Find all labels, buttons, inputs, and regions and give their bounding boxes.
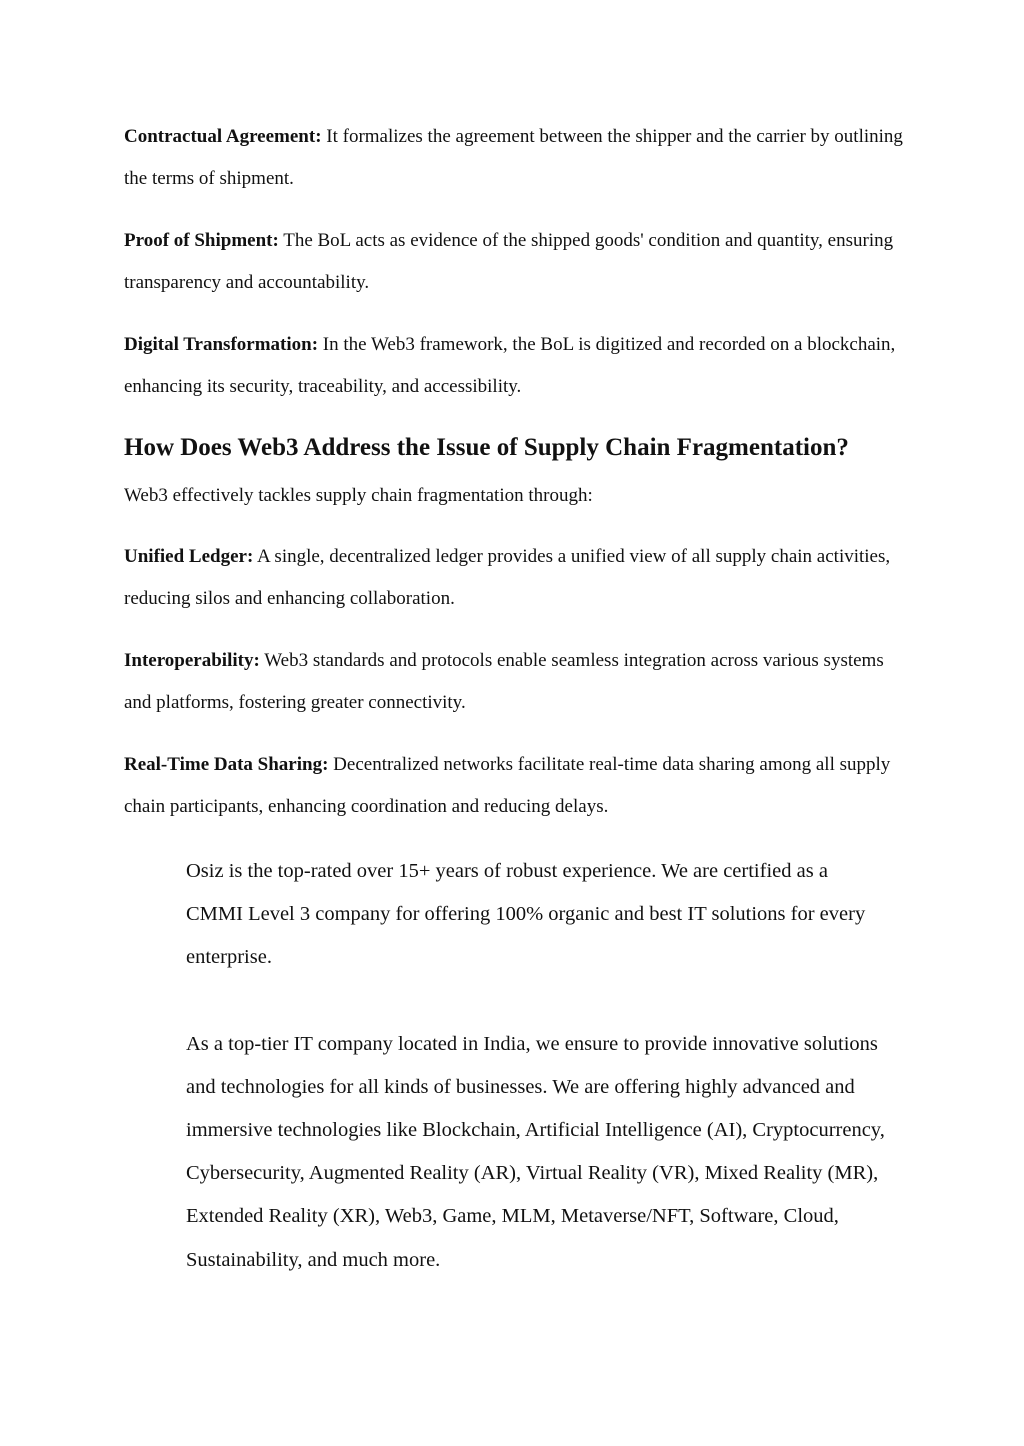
section-heading: How Does Web3 Address the Issue of Supply Chain Fragmentation?: [124, 434, 849, 461]
term-label: Proof of Shipment:: [124, 230, 279, 251]
section-intro: Web3 effectively tackles supply chain fragmentation through:: [124, 485, 593, 506]
company-info-block: [186, 850, 886, 1282]
term-label: Real-Time Data Sharing:: [124, 754, 329, 775]
term-description: Web3 standards and protocols enable seamless integration across various systems and platforms, fostering greater connectivity.: [124, 650, 884, 713]
term-label: Unified Ledger:: [124, 546, 254, 567]
term-description: It formalizes the agreement between the shipper and the carrier by outlining the terms of shipment.: [124, 126, 903, 189]
company-intro-paragraph: Osiz is the top-rated over 15+ years of robust experience. We are certified as a CMMI Level 3 company for offering 100% organic and best IT solutions for every enterprise.: [186, 860, 866, 969]
term-description: The BoL acts as evidence of the shipped goods' condition and quantity, ensuring transparency and accountability.: [124, 230, 894, 293]
term-description: In the Web3 framework, the BoL is digitized and recorded on a blockchain, enhancing its security, traceability, and accessibility.: [124, 334, 896, 397]
definition-interoperability: [124, 640, 914, 723]
definition-proof-of-shipment: [124, 220, 914, 303]
definition-unified-ledger: [124, 536, 914, 619]
definition-digital-transformation: [124, 324, 914, 407]
term-description: Decentralized networks facilitate real-time data sharing among all supply chain participants, enhancing coordination and reducing delays.: [124, 754, 891, 817]
company-services-paragraph: As a top-tier IT company located in India, we ensure to provide innovative solutions and technologies for all kinds of businesses. We are offering highly advanced and immersive technologies like Blockchain, Artificial Intelligence (AI), Cryptocurrency, Cybersecurity, Augmented Reality (AR), Virtual Reality (VR), Mixed Reality (MR), Extended Reality (XR), Web3, Game, MLM, Metaverse/NFT, Software, Cloud, Sustainability, and much more.: [186, 1032, 885, 1271]
main-content: [124, 116, 914, 848]
definition-real-time-data-sharing: [124, 744, 914, 827]
term-label: Digital Transformation:: [124, 334, 319, 355]
term-label: Interoperability:: [124, 650, 260, 671]
term-label: Contractual Agreement:: [124, 126, 322, 147]
paragraph-spacer: [186, 980, 886, 1023]
term-description: A single, decentralized ledger provides a unified view of all supply chain activities, reducing silos and enhancing collaboration.: [124, 546, 891, 609]
definition-contractual-agreement: [124, 116, 914, 199]
